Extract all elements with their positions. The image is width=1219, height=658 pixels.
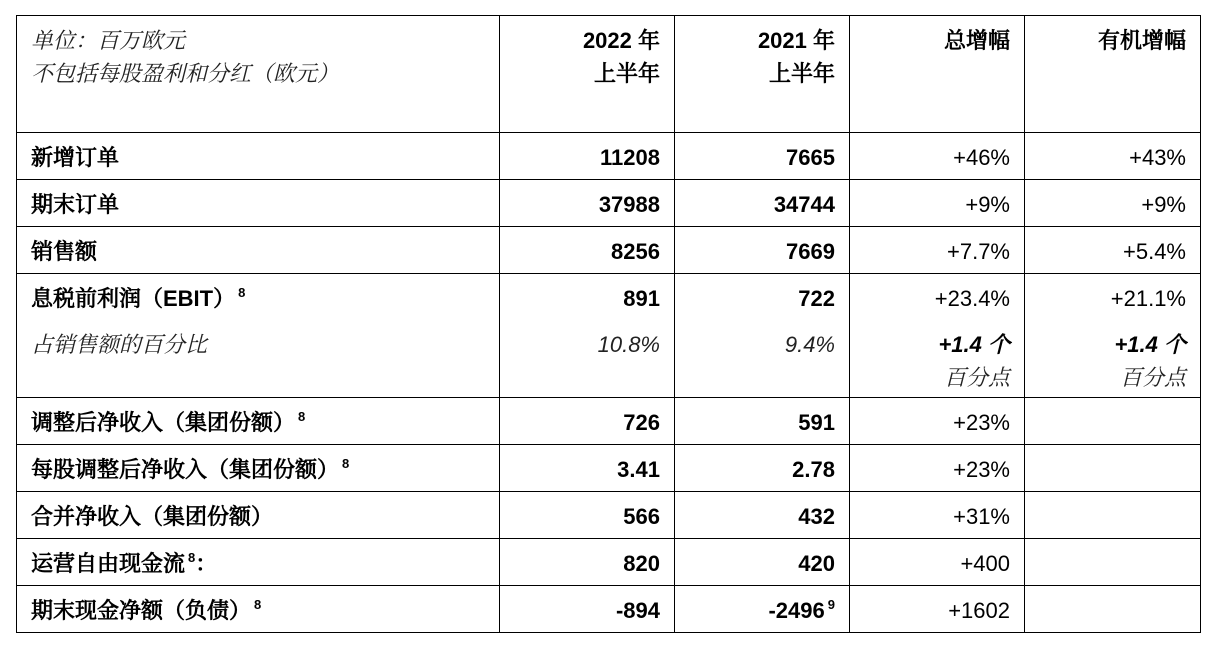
table-row-adjusted-eps: [17, 445, 1201, 492]
value-2022: 891 10.8%: [500, 274, 675, 398]
header-2022: 2022 年 上半年: [500, 16, 675, 133]
total-growth: +23%: [850, 445, 1025, 492]
organic-growth: +21.1% +1.4 个 百分点: [1025, 274, 1201, 398]
sub-organic-1: +1.4 个: [1114, 332, 1186, 357]
row-label: 息税前利润（EBIT） $^8$ 占销售额的百分比: [17, 274, 500, 398]
header-label-cell: [17, 16, 500, 133]
value-2022: -894: [500, 586, 675, 633]
row-label: 调整后净收入（集团份额） $^8$: [17, 398, 500, 445]
total-growth: +23%: [850, 398, 1025, 445]
organic-growth: +9%: [1025, 180, 1201, 227]
value-2022: 11208: [500, 133, 675, 180]
header-row: [17, 16, 1201, 133]
organic-growth: +43%: [1025, 133, 1201, 180]
value-2022: 37988: [500, 180, 675, 227]
value-2022: 8256: [500, 227, 675, 274]
organic-growth: [1025, 539, 1201, 586]
sub-value-2022: 10.8%: [597, 332, 660, 357]
value-2021: -2496 $^9$: [675, 586, 850, 633]
table-row-consolidated-net-income: [17, 492, 1201, 539]
footnote-marker: 8: [254, 597, 262, 612]
footnote-marker: 8: [188, 550, 196, 565]
row-label: 期末订单: [17, 180, 500, 227]
value-2021: 591: [675, 398, 850, 445]
header-organic-growth: 有机增幅: [1025, 16, 1201, 133]
value-2021: 7669: [675, 227, 850, 274]
value-2021: 722 9.4%: [675, 274, 850, 398]
sub-organic-2: 百分点: [1119, 365, 1186, 390]
total-growth: +9%: [850, 180, 1025, 227]
exclusion-note: 不包括每股盈利和分红（欧元）: [31, 61, 340, 86]
value-2022: 3.41: [500, 445, 675, 492]
total-growth: +23.4% +1.4 个 百分点: [850, 274, 1025, 398]
header-total-growth: 总增幅: [850, 16, 1025, 133]
organic-growth: [1025, 445, 1201, 492]
footnote-marker: 8: [342, 456, 350, 471]
row-label: 每股调整后净收入（集团份额） $^8$: [17, 445, 500, 492]
header-2021: 2021 年 上半年: [675, 16, 850, 133]
value-2021: 420: [675, 539, 850, 586]
table-row-net-cash: [17, 586, 1201, 633]
value-2021: 432: [675, 492, 850, 539]
footnote-marker: 8: [298, 409, 306, 424]
footnote-marker: 9: [827, 597, 835, 612]
row-label: 合并净收入（集团份额）: [17, 492, 500, 539]
value-2021: 7665: [675, 133, 850, 180]
row-label: 期末现金净额（负债） $^8$: [17, 586, 500, 633]
value-2022: 566: [500, 492, 675, 539]
unit-note: 单位：百万欧元: [31, 28, 186, 53]
sub-value-2021: 9.4%: [784, 332, 835, 357]
table-row-free-cash-flow: [17, 539, 1201, 586]
table-row-adjusted-net-income: [17, 398, 1201, 445]
financial-summary-table: [16, 15, 1201, 633]
table-row-sales: [17, 227, 1201, 274]
organic-growth: [1025, 586, 1201, 633]
value-2022: 726: [500, 398, 675, 445]
total-growth: +1602: [850, 586, 1025, 633]
organic-growth: +5.4%: [1025, 227, 1201, 274]
footnote-marker: 8: [238, 285, 246, 300]
table-row-closing-backlog: [17, 180, 1201, 227]
total-growth: +400: [850, 539, 1025, 586]
total-growth: +46%: [850, 133, 1025, 180]
value-2021: 34744: [675, 180, 850, 227]
total-growth: +31%: [850, 492, 1025, 539]
organic-growth: [1025, 492, 1201, 539]
row-label: 销售额: [17, 227, 500, 274]
row-label: 新增订单: [17, 133, 500, 180]
value-2021: 2.78: [675, 445, 850, 492]
table-row-ebit: [17, 274, 1201, 398]
sub-label: 占销售额的百分比: [31, 332, 208, 357]
table-row-new-orders: [17, 133, 1201, 180]
sub-total-2: 百分点: [943, 365, 1010, 390]
sub-total-1: +1.4 个: [938, 332, 1010, 357]
organic-growth: [1025, 398, 1201, 445]
value-2022: 820: [500, 539, 675, 586]
row-label: 运营自由现金流 $^8$：: [17, 539, 500, 586]
total-growth: +7.7%: [850, 227, 1025, 274]
